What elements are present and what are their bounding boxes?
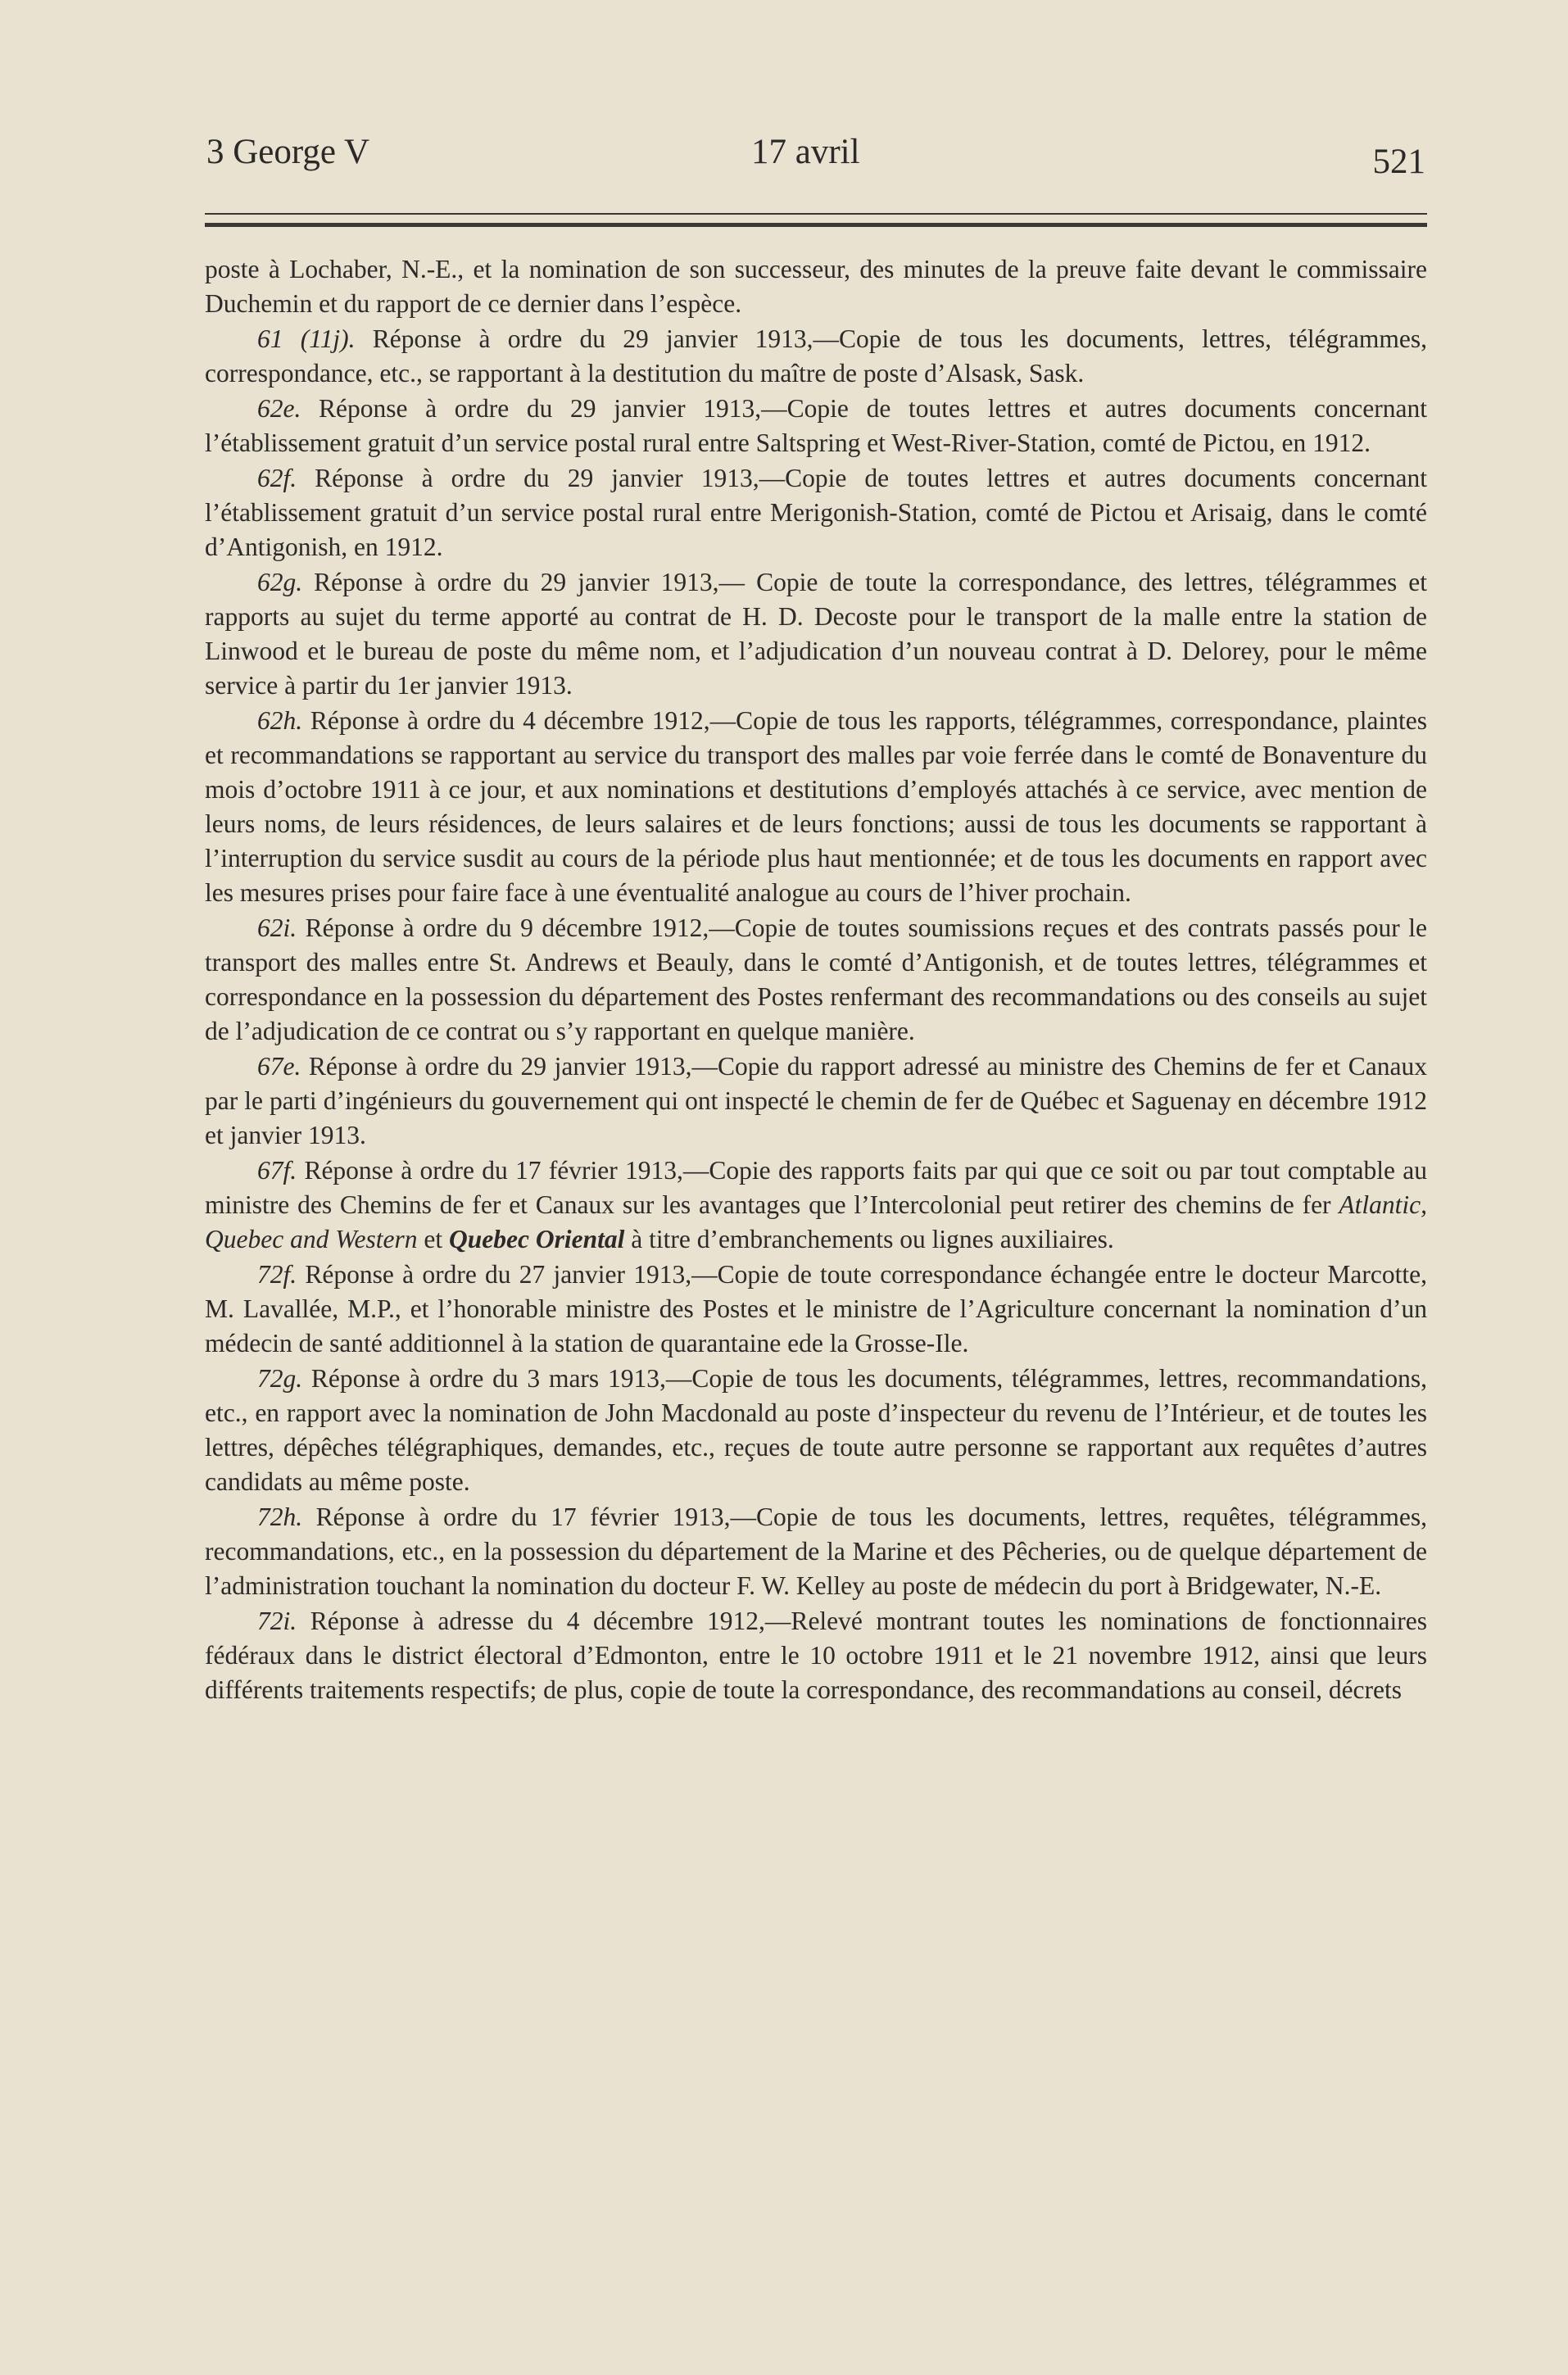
entry-number: 62g. — [257, 568, 303, 596]
entry-text: Réponse à ordre du 27 janvier 1913,—Copie de toute correspondance échangée entre le docteur Marcotte, M. Lavallée, M.P., et l’honorable ministre des Postes et le ministre de l’Agriculture concernant la nomination d’un médecin de santé additionnel à la station de quarantaine ede la Grosse-Ile. — [205, 1260, 1427, 1357]
entry-number: 67e. — [257, 1052, 301, 1081]
entry-62h — [205, 704, 1427, 910]
entry-67e — [205, 1049, 1427, 1153]
entry-number: 62f. — [257, 464, 297, 492]
header-rule-thick — [205, 223, 1427, 227]
entry-text: Réponse à ordre du 29 janvier 1913,—Copie de toutes lettres et autres documents concernant l’établissement gratuit d’un service postal rural entre Saltspring et West-River-Station, comté de Pictou, en 1912. — [205, 394, 1427, 457]
running-header — [206, 123, 1425, 197]
entry-number: 72i. — [257, 1607, 297, 1635]
entry-number: 72h. — [257, 1503, 303, 1531]
entry-text: Réponse à ordre du 29 janvier 1913,— Copie de toute la correspondance, des lettres, télégrammes et rapports au sujet du terme apporté au contrat de H. D. Decoste pour le transport de la malle entre la station de Linwood et le bureau de poste du même nom, et l’adjudication d’un nouveau contrat à D. Delorey, pour le même service à partir du 1er janvier 1913. — [205, 568, 1427, 700]
entry-62f — [205, 461, 1427, 564]
entry-text: Réponse à adresse du 4 décembre 1912,—Relevé montrant toutes les nominations de fonctionnaires fédéraux dans le district électoral d’Edmonton, entre le 10 octobre 1911 et le 21 novembre 1912, ainsi que leurs différents traitements respectifs; de plus, copie de toute la correspondance, des recommandations au conseil, décrets — [205, 1607, 1427, 1704]
entry-text: Réponse à ordre du 17 février 1913,—Copie des rapports faits par qui que ce soit ou par tout comptable au ministre des Chemins de fer et Canaux sur les avantages que l’Intercolonial peut retirer des chemins de fer — [205, 1156, 1427, 1219]
document-body — [205, 252, 1427, 1707]
entry-text-connector: et — [417, 1225, 450, 1253]
entry-text-end: à titre d’embranchements ou lignes auxiliaires. — [624, 1225, 1114, 1253]
entry-72i — [205, 1604, 1427, 1707]
entry-72g — [205, 1362, 1427, 1499]
header-date: 17 avril — [751, 133, 860, 171]
entry-text: Réponse à ordre du 29 janvier 1913,—Copie du rapport adressé au ministre des Chemins de fer et Canaux par le parti d’ingénieurs du gouvernement qui ont inspecté le chemin de fer de Québec et Saguenay en décembre 1912 et janvier 1913. — [205, 1052, 1428, 1149]
entry-text: Réponse à ordre du 29 janvier 1913,—Copie de tous les documents, lettres, télégrammes, correspondance, etc., se rapportant à la destitution du maître de poste d’Alsask, Sask. — [205, 324, 1427, 388]
header-regnal-year: 3 George V — [206, 133, 370, 171]
entry-62g — [205, 565, 1427, 703]
entry-72f — [205, 1258, 1427, 1361]
entry-text: Réponse à ordre du 3 mars 1913,—Copie de tous les documents, télégrammes, lettres, recommandations, etc., en rapport avec la nomination de John Macdonald au poste d’inspecteur du revenu de l’Intérieur, et de toutes les lettres, dépêches télégraphiques, demandes, etc., reçues de toute autre personne se rapportant aux requêtes d’autres candidats au même poste. — [205, 1364, 1428, 1496]
entry-text: Réponse à ordre du 17 février 1913,—Copie de tous les documents, lettres, requêtes, télégrammes, recommandations, etc., en la possession du département de la Marine et des Pêcheries, ou de quelque département de l’administration touchant la nomination du docteur F. W. Kelley au poste de médecin du port à Bridgewater, N.-E. — [205, 1503, 1427, 1600]
page-number: 521 — [1372, 143, 1425, 181]
entry-67f — [205, 1154, 1427, 1257]
entry-text: Réponse à ordre du 4 décembre 1912,—Copie de tous les rapports, télégrammes, correspondance, plaintes et recommandations se rapportant au service du transport des malles par voie ferrée dans le comté de Bonaventure du mois d’octobre 1911 à ce jour, et aux nominations et destitutions d’employés attachés à ce service, avec mention de leurs noms, de leurs résidences, de leurs salaires et de leurs fonctions; aussi de tous les documents se rapportant à l’interruption du service susdit au cours de la période plus haut mentionnée; et de tous les documents en rapport avec les mesures prises pour faire face à une éventualité analogue au cours de l’hiver prochain. — [205, 706, 1427, 907]
entry-text: Réponse à ordre du 9 décembre 1912,—Copie de toutes soumissions reçues et des contrats passés pour le transport des malles entre St. Andrews et Beauly, dans le comté d’Antigonish, et de toutes lettres, télégrammes et correspondance en la possession du département des Postes renfermant des recommandations ou des conseils au sujet de l’adjudication de ce contrat ou s’y rapportant en quelque manière. — [205, 913, 1428, 1045]
entry-number: 61 (11j). — [257, 324, 356, 353]
entry-number: 72g. — [257, 1364, 303, 1393]
entry-number: 62e. — [257, 394, 301, 423]
continued-paragraph: poste à Lochaber, N.-E., et la nomination de son successeur, des minutes de la preuve faite devant le commissaire Duchemin et du rapport de ce dernier dans l’espèce. — [205, 255, 1427, 318]
entry-number: 72f. — [257, 1260, 297, 1289]
entry-number: 62h. — [257, 706, 303, 735]
entry-72h — [205, 1500, 1427, 1603]
entry-text: Réponse à ordre du 29 janvier 1913,—Copie de toutes lettres et autres documents concernant l’établissement gratuit d’un service postal rural entre Merigonish-Station, comté de Pictou et Arisaig, dans le comté d’Antigonish, en 1912. — [205, 464, 1427, 561]
entry-62e — [205, 392, 1427, 460]
entry-61-11j — [205, 322, 1427, 391]
entry-62i — [205, 911, 1427, 1049]
entry-number: 62i. — [257, 913, 297, 942]
header-rule-thin — [205, 213, 1427, 215]
railway-name-italic: Atlantic, Quebec and Western — [205, 1190, 1427, 1253]
railway-name-bold: Quebec Oriental — [449, 1225, 625, 1253]
entry-number: 67f. — [257, 1156, 297, 1185]
